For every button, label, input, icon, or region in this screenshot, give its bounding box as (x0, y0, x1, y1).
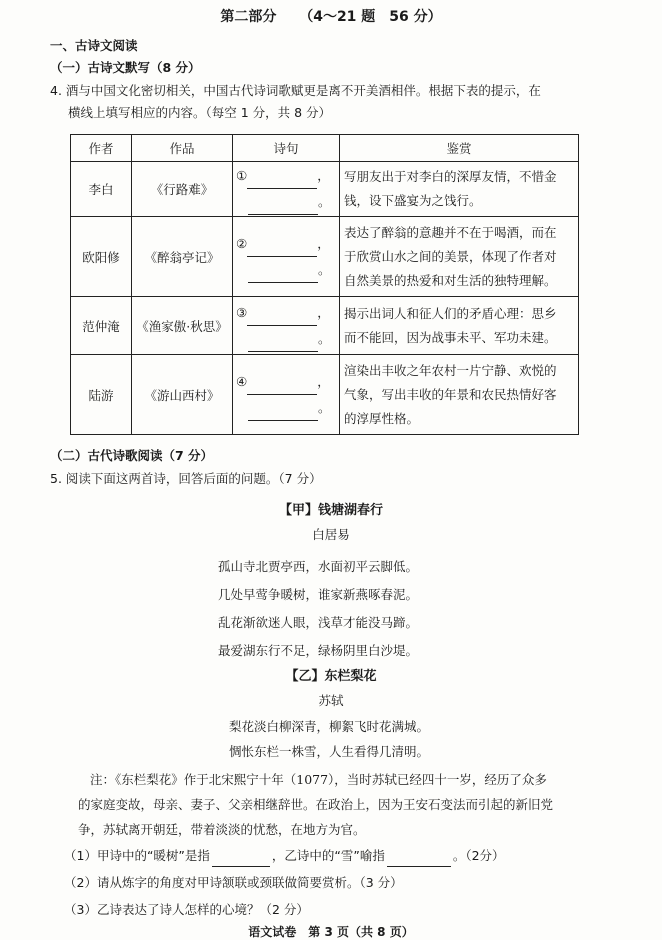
answer-blank[interactable] (248, 406, 318, 421)
subquestion-2: （2）请从炼字的角度对甲诗颔联或颈联做简要赏析。（3 分） (64, 875, 403, 890)
page-footer: 语文试卷 第 3 页（共 8 页） (248, 925, 414, 939)
poem-line: 几处早莺争暖树，谁家新燕啄春泥。 (218, 587, 419, 602)
appreciation-cell (340, 297, 579, 355)
appreciation-line: 自然美景的热爱和对生活的独特理解。 (344, 272, 557, 288)
author-cell: 范仲淹 (71, 297, 132, 355)
header-appreciation: 鉴赏 (340, 135, 579, 162)
poem-a-author: 白居易 (312, 527, 350, 542)
note-line: 的家庭变故，母亲、妻子、父亲相继辞世。在政治上，因为王安石变法而引起的新旧党 (78, 797, 554, 812)
answer-blank[interactable] (247, 174, 317, 189)
verse-punct: ， (317, 304, 330, 320)
answer-blank[interactable] (247, 311, 317, 326)
subsection-heading-1: （一）古诗文默写（8 分） (50, 60, 201, 75)
author-cell: 李白 (71, 162, 132, 217)
verse-punct: ， (317, 373, 330, 389)
subquestion-1-text-c: 。（2分） (452, 848, 505, 863)
verse-punct: ， (317, 168, 330, 183)
appreciation-line: 于欣赏山水之间的美景，体现了作者对 (344, 248, 557, 264)
header-author: 作者 (71, 135, 132, 162)
table-row (71, 217, 579, 297)
answer-blank[interactable] (212, 852, 270, 867)
appreciation-line: 气象，写出丰收的年景和农民热情好客 (344, 386, 557, 402)
answer-blank[interactable] (387, 852, 451, 867)
note-line: 注：《东栏梨花》作于北宋熙宁十年（1077），当时苏轼已经四十一岁，经历了众多 (90, 772, 547, 787)
poem-line: 梨花淡白柳深青，柳絮飞时花满城。 (229, 719, 430, 734)
answer-blank[interactable] (248, 200, 318, 215)
verse-cell (233, 217, 340, 297)
answer-blank[interactable] (247, 242, 317, 257)
section-heading: 一、古诗文阅读 (50, 38, 138, 53)
subquestion-3: （3）乙诗表达了诗人怎样的心境？（2 分） (64, 902, 309, 917)
subquestion-1-text-b: ，乙诗中的“雪”喻指 (271, 848, 385, 863)
verse-cell (233, 162, 340, 217)
verse-cell (233, 297, 340, 355)
poem-a-title: 【甲】钱塘湖春行 (278, 503, 383, 518)
appreciation-cell (340, 217, 579, 297)
table-row (71, 297, 579, 355)
part-header (0, 6, 662, 26)
appreciation-line: 渲染出丰收之年农村一片宁静、欢悦的 (344, 362, 557, 378)
author-cell: 欧阳修 (71, 217, 132, 297)
part-points: （4～21 题 56 分） (299, 9, 442, 25)
blank-number: ① (236, 168, 248, 183)
table-header-row (71, 135, 579, 162)
work-cell: 《行路难》 (132, 162, 233, 217)
verse-punct: 。 (318, 330, 331, 346)
question-4-stem-line2: 横线上填写相应的内容。（每空 1 分，共 8 分） (68, 105, 332, 120)
work-cell: 《渔家傲·秋思》 (132, 297, 233, 355)
poem-line: 乱花渐欲迷人眼，浅草才能没马蹄。 (218, 615, 419, 630)
answer-blank[interactable] (248, 337, 318, 352)
appreciation-line: 而不能回，因为战事未平、军功未建。 (344, 329, 557, 345)
poem-line: 最爱湖东行不足，绿杨阴里白沙堤。 (218, 643, 419, 658)
subquestion-1 (64, 845, 505, 867)
appreciation-line: 表达了醉翁的意趣并不在于喝酒，而在 (344, 224, 557, 240)
appreciation-cell (340, 162, 579, 217)
question-5-stem: 5. 阅读下面这两首诗，回答后面的问题。（7 分） (50, 471, 322, 486)
blank-number: ③ (236, 304, 248, 320)
poem-b-title: 【乙】东栏梨花 (285, 669, 377, 684)
part-title: 第二部分 (220, 9, 277, 25)
subquestion-1-text-a: （1）甲诗中的“暖树”是指 (64, 848, 210, 863)
author-cell: 陆游 (71, 355, 132, 435)
blank-number: ④ (236, 373, 248, 389)
header-verse: 诗句 (233, 135, 340, 162)
verse-punct: 。 (318, 261, 331, 277)
table-row (71, 162, 579, 217)
verse-punct: 。 (318, 194, 331, 209)
subsection-heading-2: （二）古代诗歌阅读（7 分） (50, 448, 214, 463)
verse-punct: 。 (318, 399, 331, 415)
poetry-table (70, 134, 579, 435)
poem-note (50, 767, 610, 842)
poem-line: 惆怅东栏一株雪，人生看得几清明。 (229, 744, 430, 759)
verse-punct: ， (317, 235, 330, 251)
verse-cell (233, 355, 340, 435)
poem-a-body (218, 553, 418, 665)
poem-line: 孤山寺北贾亭西，水面初平云脚低。 (218, 559, 419, 574)
appreciation-line: 写朋友出于对李白的深厚友情，不惜金 (344, 169, 557, 184)
note-line: 争，苏轼离开朝廷，带着淡淡的忧愁，在地方为官。 (78, 822, 366, 837)
answer-blank[interactable] (247, 380, 317, 395)
appreciation-cell (340, 355, 579, 435)
answer-blank[interactable] (248, 268, 318, 283)
appreciation-line: 揭示出词人和征人们的矛盾心理：思乡 (344, 305, 557, 321)
appreciation-line: 钱，设下盛宴为之饯行。 (344, 193, 482, 208)
question-4-stem-line1: 4. 酒与中国文化密切相关，中国古代诗词歌赋更是离不开美酒相伴。根据下表的提示，在 (50, 83, 541, 98)
header-work: 作品 (132, 135, 233, 162)
work-cell: 《醉翁亭记》 (132, 217, 233, 297)
poem-b-author: 苏轼 (318, 693, 344, 708)
appreciation-line: 的淳厚性格。 (344, 410, 420, 426)
work-cell: 《游山西村》 (132, 355, 233, 435)
blank-number: ② (236, 235, 248, 251)
poem-b-body (229, 714, 429, 764)
table-row (71, 355, 579, 435)
